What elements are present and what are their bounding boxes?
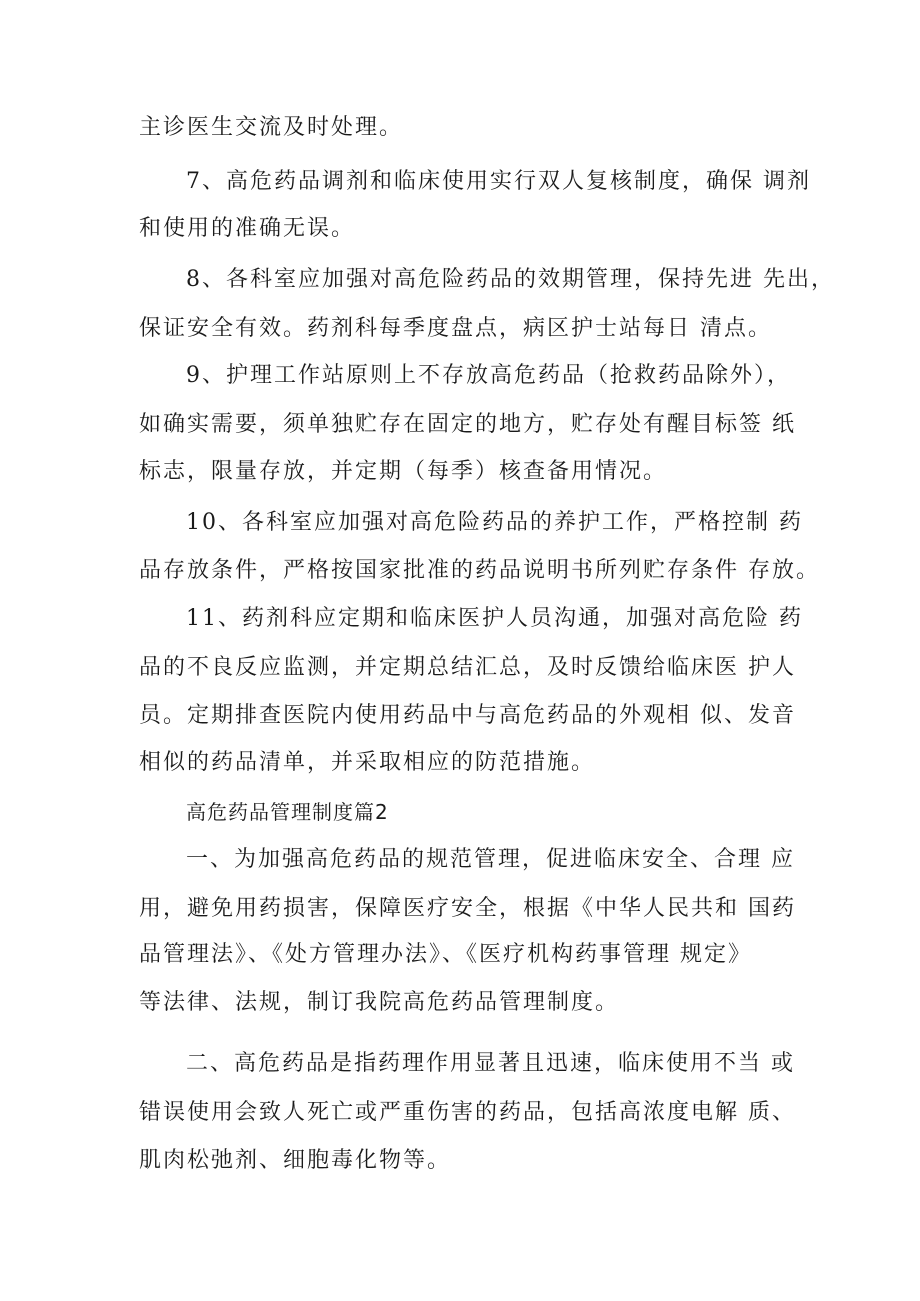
- text-line: 主诊医生交流及时处理。: [139, 115, 404, 140]
- text-line: 员。定期排查医院内使用药品中与高危药品的外观相 似、发音: [139, 703, 796, 728]
- paragraph-one: 一、为加强高危药品的规范管理，促进临床安全、合理 应: [186, 847, 795, 872]
- paragraph-8: 8、各科室应加强对高危险药品的效期管理，保持先进 先出，: [186, 267, 835, 292]
- paragraph-10: 10、各科室应加强对高危险药品的养护工作，严格控制 药: [186, 510, 803, 535]
- text-line: 和使用的准确无误。: [139, 216, 356, 241]
- text-line: 相似的药品清单，并采取相应的防范措施。: [139, 750, 596, 775]
- paragraph-9: 9、护理工作站原则上不存放高危药品（抢救药品除外），: [186, 363, 791, 388]
- paragraph-11: 11、药剂科应定期和临床医护人员沟通，加强对高危险 药: [186, 606, 803, 631]
- paragraph-two: 二、高危药品是指药理作用显著且迅速，临床使用不当 或: [186, 1051, 795, 1076]
- text-line: 品的不良反应监测，并定期总结汇总，及时反馈给临床医 护人: [139, 655, 796, 680]
- text-line: 保证安全有效。药剂科每季度盘点，病区护士站每日 清点。: [139, 316, 772, 341]
- text-line: 错误使用会致人死亡或严重伤害的药品，包括高浓度电解 质、: [139, 1100, 796, 1125]
- text-line: 品管理法》、《处方管理办法》、《医疗机构药事管理 规定》: [139, 942, 752, 967]
- text-line: 用，避免用药损害，保障医疗安全，根据《中华人民共和 国药: [139, 896, 796, 921]
- section-title: 高危药品管理制度篇2: [186, 800, 389, 824]
- text-line: 肌肉松弛剂、细胞毒化物等。: [139, 1148, 452, 1173]
- text-line: 等法律、法规，制订我院高危药品管理制度。: [139, 990, 620, 1015]
- text-line: 品存放条件，严格按国家批准的药品说明书所列贮存条件 存放。: [139, 558, 820, 583]
- text-line: 标志，限量存放，并定期（每季）核查备用情况。: [139, 459, 668, 484]
- paragraph-7: 7、高危药品调剂和临床使用实行双人复核制度，确保 调剂: [186, 169, 811, 194]
- text-line: 如确实需要，须单独贮存在固定的地方，贮存处有醒目标签 纸: [139, 412, 796, 437]
